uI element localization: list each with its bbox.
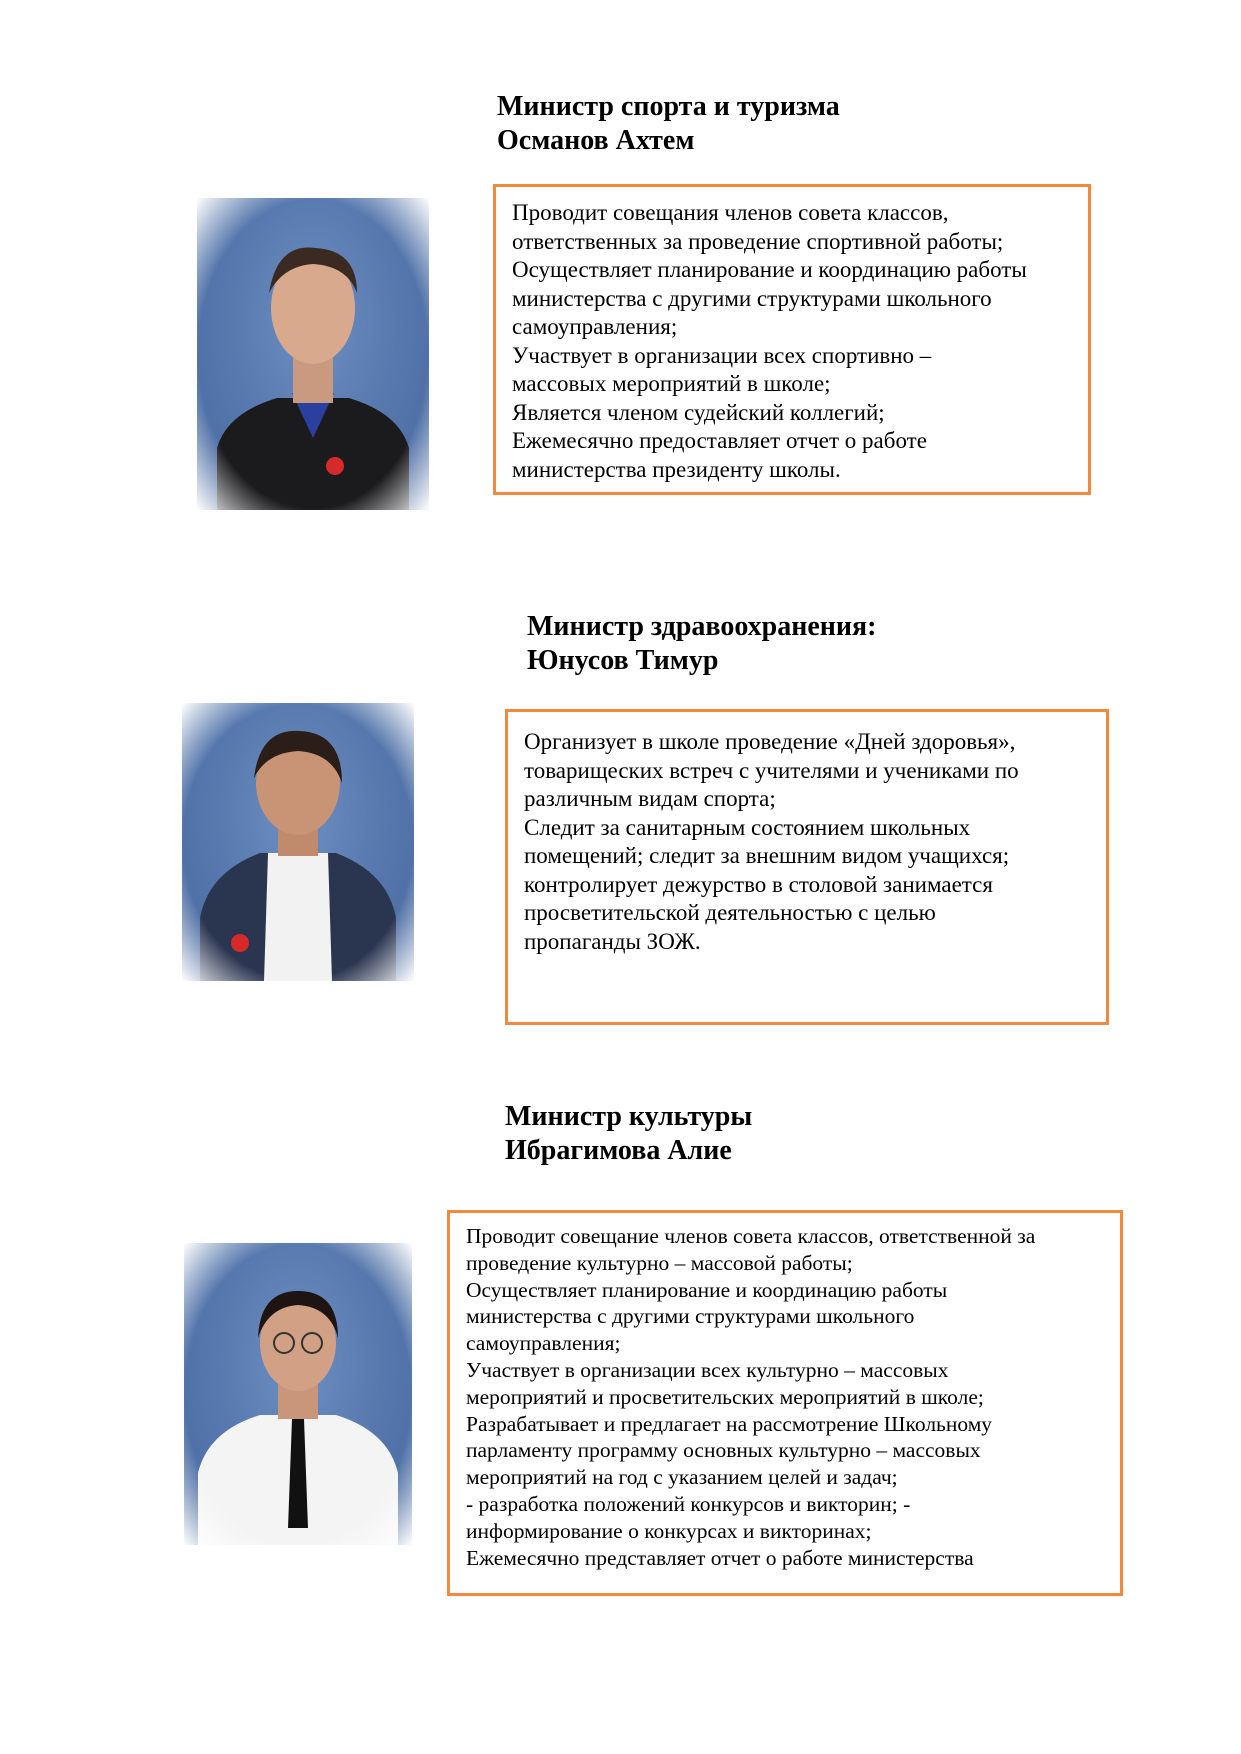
minister-title: Министр здравоохранения: [527, 611, 877, 642]
portrait-boy-dark-jacket [197, 198, 429, 510]
minister-name: Юнусов Тимур [527, 645, 719, 676]
portrait-girl-white-shirt [184, 1243, 412, 1545]
photo-culture-minister [184, 1243, 412, 1545]
duties-box-sport [493, 184, 1091, 495]
duties-text: Проводит совещание членов совета классов, ответственной за проведение культурно – массовой работы; Осуществляет планирование и координацию работы министерства с другими структурами школьного самоуправления; Участвует в организации всех культурно – массовых мероприятий и просветительских мероприятий в школе; Разрабатывает и предлагает на рассмотрение Школьному парламенту программу основных культурно – массовых мероприятий на год с указанием целей и задач; - разработка положений конкурсов и викторин; - информирование о конкурсах и викторинах; Ежемесячно представляет отчет о работе министерства [466, 1224, 1036, 1570]
duties-text: Проводит совещания членов совета классов, ответственных за проведение спортивной работы; Осуществляет планирование и координацию работы министерства с другими структурами школьного самоуправления; Участвует в организации всех спортивно – массовых мероприятий в школе; Является членом судейский коллегий; Ежемесячно предоставляет отчет о работе министерства президенту школы. [512, 200, 1027, 482]
minister-title: Министр культуры [505, 1101, 753, 1132]
duties-box-health [505, 709, 1109, 1025]
minister-heading-sport [497, 90, 840, 158]
minister-heading-health [527, 610, 877, 678]
minister-heading-culture [505, 1100, 752, 1168]
duties-text: Организует в школе проведение «Дней здоровья», товарищеских встреч с учителями и учениками по различным видам спорта; Следит за санитарным состоянием школьных помещений; следит за внешним видом учащихся; контролирует дежурство в столовой занимается просветительской деятельностью с целью пропаганды ЗОЖ. [524, 729, 1019, 954]
minister-name: Ибрагимова Алие [505, 1135, 732, 1166]
minister-name: Османов Ахтем [497, 125, 695, 156]
minister-title: Министр спорта и туризма [497, 91, 840, 122]
portrait-boy-white-shirt [182, 703, 414, 981]
duties-box-culture [447, 1210, 1123, 1596]
photo-health-minister [182, 703, 414, 981]
photo-sport-minister [197, 198, 429, 510]
